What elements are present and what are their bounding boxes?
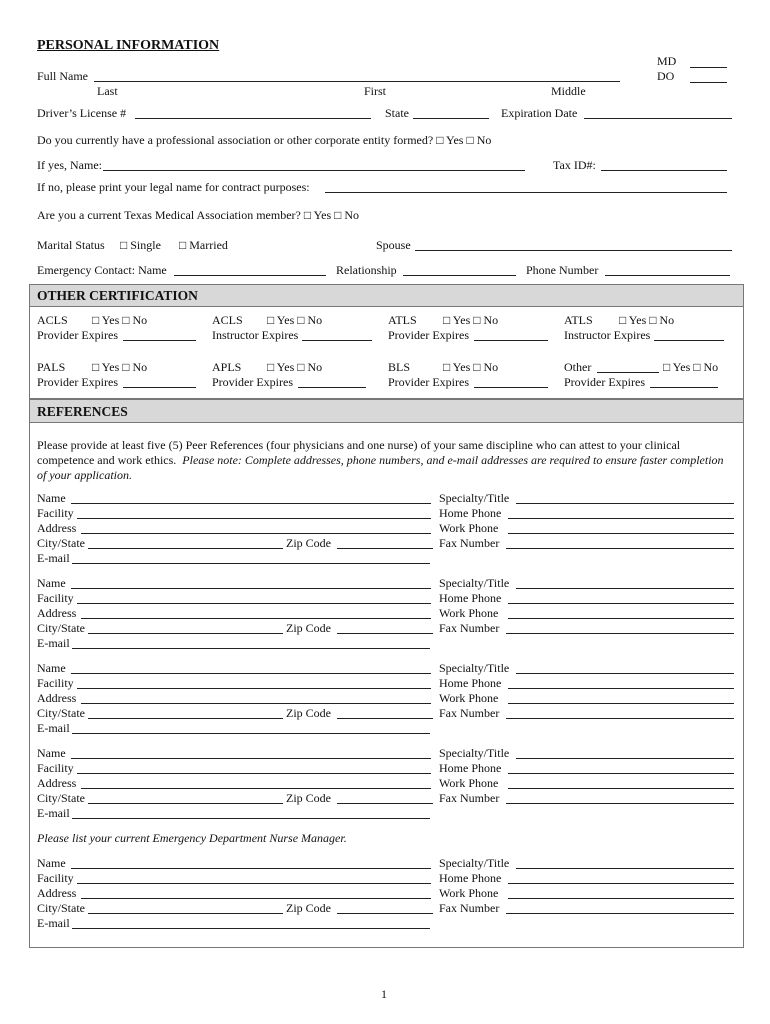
cert-name: ACLS — [212, 313, 243, 327]
ref-specialty-field[interactable] — [516, 588, 734, 589]
ref-fax-field[interactable] — [506, 913, 734, 914]
ref-home-phone-label: Home Phone — [439, 761, 502, 775]
ref-work-phone-field[interactable] — [508, 618, 734, 619]
ref-work-phone-field[interactable] — [508, 788, 734, 789]
ref-specialty-field[interactable] — [516, 673, 734, 674]
ref-address-field[interactable] — [81, 898, 431, 899]
state-label: State — [385, 106, 409, 120]
ref-fax-field[interactable] — [506, 803, 734, 804]
references-note: Please note: Complete addresses, phone numbers, and e-mail addresses are required to ensure faster completion of your application. — [37, 453, 724, 482]
cert-expires-field[interactable] — [654, 340, 724, 341]
cert-yes-no[interactable]: □ Yes □ No — [443, 313, 499, 327]
ref-zip-label: Zip Code — [286, 706, 331, 720]
ref-home-phone-label: Home Phone — [439, 676, 502, 690]
cert-expires-field[interactable] — [123, 340, 196, 341]
single-checkbox[interactable]: □ Single — [120, 238, 161, 252]
references-instructions — [37, 438, 727, 483]
ref-city-state-label: City/State — [37, 901, 85, 915]
ref-address-label: Address — [37, 521, 77, 535]
ref-email-field[interactable] — [72, 928, 430, 929]
relationship-field[interactable] — [403, 275, 516, 276]
ref-home-phone-label: Home Phone — [439, 506, 502, 520]
ref-email-field[interactable] — [72, 648, 430, 649]
ref-email-field[interactable] — [72, 818, 430, 819]
ref-zip-label: Zip Code — [286, 901, 331, 915]
ref-home-phone-field[interactable] — [508, 688, 734, 689]
ref-name-field[interactable] — [71, 503, 431, 504]
do-field[interactable] — [690, 82, 727, 83]
full-name-label: Full Name — [37, 69, 88, 83]
ref-address-label: Address — [37, 886, 77, 900]
ref-zip-field[interactable] — [337, 548, 433, 549]
ref-name-label: Name — [37, 576, 66, 590]
ref-zip-field[interactable] — [337, 718, 433, 719]
ref-address-label: Address — [37, 776, 77, 790]
ref-facility-label: Facility — [37, 871, 74, 885]
nurse-manager-note: Please list your current Emergency Department Nurse Manager. — [37, 831, 347, 845]
ref-address-field[interactable] — [81, 703, 431, 704]
relationship-label: Relationship — [336, 263, 397, 277]
ref-zip-label: Zip Code — [286, 536, 331, 550]
tax-id-label: Tax ID#: — [553, 158, 596, 172]
ref-specialty-field[interactable] — [516, 758, 734, 759]
drivers-license-field[interactable] — [135, 118, 371, 119]
ref-facility-field[interactable] — [77, 773, 431, 774]
ref-facility-field[interactable] — [77, 883, 431, 884]
ref-address-label: Address — [37, 691, 77, 705]
ref-city-state-label: City/State — [37, 791, 85, 805]
ref-facility-label: Facility — [37, 506, 74, 520]
ref-city-state-label: City/State — [37, 706, 85, 720]
cert-expires-field[interactable] — [474, 340, 548, 341]
drivers-license-label: Driver’s License # — [37, 106, 127, 120]
cert-name: ACLS — [37, 313, 68, 327]
ref-name-label: Name — [37, 856, 66, 870]
full-name-field[interactable] — [94, 81, 620, 82]
expiration-date-label: Expiration Date — [501, 106, 578, 120]
ref-address-field[interactable] — [81, 788, 431, 789]
cert-name: PALS — [37, 360, 66, 374]
cert-sub: Provider Expires — [37, 328, 118, 342]
cert-yes-no[interactable]: □ Yes □ No — [619, 313, 675, 327]
ref-email-label: E-mail — [37, 551, 70, 565]
cert-name: ATLS — [388, 313, 417, 327]
ref-home-phone-field[interactable] — [508, 603, 734, 604]
cert-yes-no[interactable]: □ Yes □ No — [92, 313, 148, 327]
phone-number-field[interactable] — [605, 275, 730, 276]
spouse-field[interactable] — [415, 250, 732, 251]
first-caption: First — [364, 84, 387, 98]
cert-name: Other — [564, 360, 592, 374]
ref-name-field[interactable] — [71, 758, 431, 759]
cert-sub: Provider Expires — [212, 375, 293, 389]
ref-fax-label: Fax Number — [439, 791, 500, 805]
ref-home-phone-field[interactable] — [508, 773, 734, 774]
references-title: REFERENCES — [37, 404, 128, 419]
ref-address-field[interactable] — [81, 533, 431, 534]
ref-email-label: E-mail — [37, 806, 70, 820]
ref-city-state-field[interactable] — [88, 718, 283, 719]
ref-specialty-label: Specialty/Title — [439, 746, 510, 760]
ref-name-field[interactable] — [71, 868, 431, 869]
emergency-contact-field[interactable] — [174, 275, 326, 276]
cert-sub: Provider Expires — [388, 328, 469, 342]
expiration-date-field[interactable] — [584, 118, 732, 119]
references-intro: Please provide at least five (5) Peer References (four physicians and one nurse) of your same discipline who can attest to your clinical competence and work ethics. — [37, 438, 681, 467]
md-field[interactable] — [690, 67, 727, 68]
ref-email-label: E-mail — [37, 721, 70, 735]
personal-title: PERSONAL INFORMATION — [37, 38, 220, 53]
references-header-band — [30, 400, 743, 423]
ref-home-phone-label: Home Phone — [439, 871, 502, 885]
spouse-label: Spouse — [376, 238, 411, 252]
ref-zip-field[interactable] — [337, 803, 433, 804]
ref-work-phone-field[interactable] — [508, 898, 734, 899]
ref-facility-field[interactable] — [77, 688, 431, 689]
cert-yes-no[interactable]: □ Yes □ No — [663, 360, 719, 374]
if-yes-name-field[interactable] — [103, 170, 525, 171]
ref-email-field[interactable] — [72, 563, 430, 564]
ref-facility-field[interactable] — [77, 603, 431, 604]
phone-number-label: Phone Number — [526, 263, 599, 277]
cert-name: ATLS — [564, 313, 593, 327]
association-question[interactable]: Do you currently have a professional association or other corporate entity formed? □ Yes □ No — [37, 133, 492, 147]
cert-sub: Instructor Expires — [212, 328, 299, 342]
cert-expires-field[interactable] — [123, 387, 196, 388]
ref-zip-field[interactable] — [337, 913, 433, 914]
ref-work-phone-label: Work Phone — [439, 776, 499, 790]
ref-zip-field[interactable] — [337, 633, 433, 634]
ref-work-phone-label: Work Phone — [439, 691, 499, 705]
ref-address-label: Address — [37, 606, 77, 620]
ref-name-label: Name — [37, 746, 66, 760]
ref-specialty-field[interactable] — [516, 503, 734, 504]
certification-title: OTHER CERTIFICATION — [37, 288, 198, 303]
ref-facility-label: Facility — [37, 591, 74, 605]
cert-sub: Instructor Expires — [564, 328, 651, 342]
ref-city-state-label: City/State — [37, 536, 85, 550]
do-label: DO — [657, 69, 675, 83]
ref-specialty-label: Specialty/Title — [439, 856, 510, 870]
ref-fax-field[interactable] — [506, 633, 734, 634]
ref-city-state-field[interactable] — [88, 913, 283, 914]
ref-fax-field[interactable] — [506, 548, 734, 549]
legal-name-label: If no, please print your legal name for contract purposes: — [37, 180, 310, 194]
ref-name-label: Name — [37, 661, 66, 675]
ref-name-label: Name — [37, 491, 66, 505]
ref-work-phone-label: Work Phone — [439, 886, 499, 900]
cert-expires-field[interactable] — [302, 340, 372, 341]
ref-email-label: E-mail — [37, 636, 70, 650]
cert-expires-field[interactable] — [298, 387, 366, 388]
ref-home-phone-field[interactable] — [508, 518, 734, 519]
cert-yes-no[interactable]: □ Yes □ No — [267, 313, 323, 327]
cert-name: APLS — [212, 360, 242, 374]
page-number: 1 — [381, 987, 387, 1001]
ref-home-phone-label: Home Phone — [439, 591, 502, 605]
ref-city-state-field[interactable] — [88, 633, 283, 634]
if-yes-name-label: If yes, Name: — [37, 158, 102, 172]
marital-status-label: Marital Status — [37, 238, 105, 252]
married-checkbox[interactable]: □ Married — [179, 238, 228, 252]
tma-question[interactable]: Are you a current Texas Medical Association member? □ Yes □ No — [37, 208, 360, 222]
cert-yes-no[interactable]: □ Yes □ No — [267, 360, 323, 374]
ref-work-phone-field[interactable] — [508, 533, 734, 534]
ref-fax-field[interactable] — [506, 718, 734, 719]
cert-sub: Provider Expires — [388, 375, 469, 389]
ref-specialty-label: Specialty/Title — [439, 661, 510, 675]
ref-zip-label: Zip Code — [286, 621, 331, 635]
last-caption: Last — [97, 84, 118, 98]
tax-id-field[interactable] — [601, 170, 727, 171]
legal-name-field[interactable] — [325, 192, 727, 193]
md-label: MD — [657, 54, 677, 68]
ref-name-field[interactable] — [71, 673, 431, 674]
ref-fax-label: Fax Number — [439, 706, 500, 720]
ref-zip-label: Zip Code — [286, 791, 331, 805]
ref-facility-field[interactable] — [77, 518, 431, 519]
ref-work-phone-field[interactable] — [508, 703, 734, 704]
cert-expires-field[interactable] — [650, 387, 718, 388]
cert-sub: Provider Expires — [37, 375, 118, 389]
ref-work-phone-label: Work Phone — [439, 606, 499, 620]
middle-caption: Middle — [551, 84, 586, 98]
ref-city-state-label: City/State — [37, 621, 85, 635]
cert-yes-no[interactable]: □ Yes □ No — [92, 360, 148, 374]
ref-city-state-field[interactable] — [88, 803, 283, 804]
ref-specialty-label: Specialty/Title — [439, 491, 510, 505]
ref-facility-label: Facility — [37, 676, 74, 690]
state-field[interactable] — [413, 118, 489, 119]
ref-fax-label: Fax Number — [439, 621, 500, 635]
cert-sub: Provider Expires — [564, 375, 645, 389]
ref-address-field[interactable] — [81, 618, 431, 619]
cert-other-field[interactable] — [597, 372, 659, 373]
ref-name-field[interactable] — [71, 588, 431, 589]
ref-home-phone-field[interactable] — [508, 883, 734, 884]
ref-fax-label: Fax Number — [439, 536, 500, 550]
ref-specialty-label: Specialty/Title — [439, 576, 510, 590]
cert-yes-no[interactable]: □ Yes □ No — [443, 360, 499, 374]
ref-email-label: E-mail — [37, 916, 70, 930]
ref-work-phone-label: Work Phone — [439, 521, 499, 535]
ref-email-field[interactable] — [72, 733, 430, 734]
cert-name: BLS — [388, 360, 411, 374]
ref-specialty-field[interactable] — [516, 868, 734, 869]
cert-expires-field[interactable] — [474, 387, 548, 388]
ref-city-state-field[interactable] — [88, 548, 283, 549]
ref-fax-label: Fax Number — [439, 901, 500, 915]
emergency-contact-label: Emergency Contact: Name — [37, 263, 167, 277]
ref-facility-label: Facility — [37, 761, 74, 775]
